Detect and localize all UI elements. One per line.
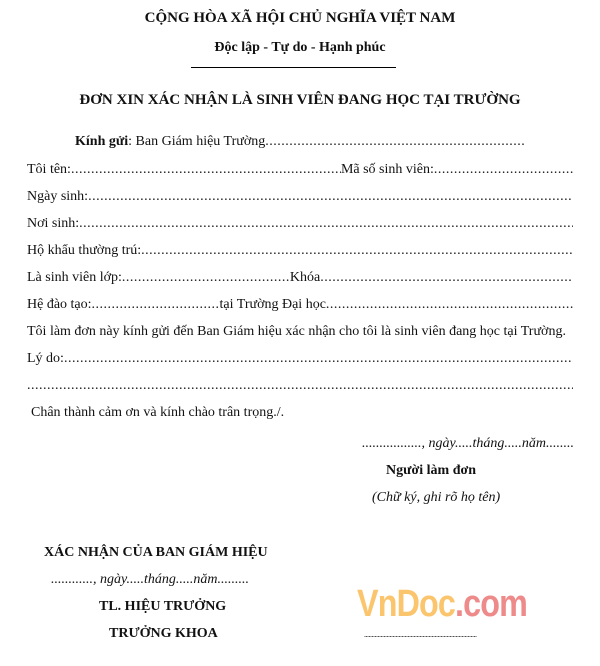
reason-line bbox=[27, 351, 573, 367]
course-field[interactable] bbox=[320, 270, 573, 286]
signature-line: ........................................................................... bbox=[364, 630, 477, 639]
applicant-note: (Chữ ký, ghi rõ họ tên) bbox=[372, 490, 501, 505]
name-field[interactable] bbox=[71, 162, 341, 178]
course-label: Khóa bbox=[289, 270, 321, 285]
reason-field-2[interactable] bbox=[27, 378, 573, 394]
reason-label: Lý do: bbox=[27, 351, 64, 366]
dob-field[interactable] bbox=[88, 189, 573, 205]
nation-header: CỘNG HÒA XÃ HỘI CHỦ NGHĨA VIỆT NAM bbox=[144, 10, 456, 26]
class-line bbox=[27, 270, 573, 286]
watermark-part1: VnDoc bbox=[357, 583, 456, 625]
applicant-date: ................., ngày.....tháng.....năm........ bbox=[362, 436, 574, 451]
statement: Tôi làm đơn này kính gửi đến Ban Giám hiệu xác nhận cho tôi là sinh viên đang học tại Trường. bbox=[27, 324, 566, 339]
closing: Chân thành cảm ơn và kính chào trân trọng./. bbox=[31, 405, 285, 420]
recipient-value: : Ban Giám hiệu Trường bbox=[128, 134, 266, 149]
confirmation-title: XÁC NHẬN CỦA BAN GIÁM HIỆU bbox=[44, 545, 268, 560]
watermark-part2: .com bbox=[455, 583, 528, 625]
university-field[interactable] bbox=[326, 297, 573, 313]
fill-dots[interactable] bbox=[265, 134, 525, 150]
applicant-role: Người làm đơn bbox=[386, 463, 477, 478]
recipient-line bbox=[75, 134, 525, 150]
name-label: Tôi tên: bbox=[27, 162, 71, 177]
class-field[interactable] bbox=[122, 270, 290, 286]
class-label: Là sinh viên lớp: bbox=[27, 270, 122, 285]
form-title: ĐƠN XIN XÁC NHẬN LÀ SINH VIÊN ĐANG HỌC TẠI TRƯỜNG bbox=[79, 92, 521, 108]
dob-label: Ngày sinh: bbox=[27, 189, 89, 204]
pob-line bbox=[27, 216, 573, 232]
principal-role: TL. HIỆU TRƯỞNG bbox=[99, 599, 227, 614]
header-divider bbox=[191, 67, 396, 68]
residence-line bbox=[27, 243, 573, 259]
pob-field[interactable] bbox=[79, 216, 573, 232]
reason-line-2 bbox=[27, 378, 573, 394]
pob-label: Nơi sinh: bbox=[27, 216, 80, 231]
confirmation-date: ............, ngày.....tháng.....năm......... bbox=[51, 572, 249, 587]
name-line bbox=[27, 162, 573, 178]
vndoc-watermark bbox=[357, 583, 527, 626]
dob-line bbox=[27, 189, 573, 205]
university-label: tại Trường Đại học bbox=[219, 297, 326, 312]
residence-field[interactable] bbox=[141, 243, 573, 259]
dean-role: TRƯỞNG KHOA bbox=[109, 626, 218, 641]
program-label: Hệ đào tạo: bbox=[27, 297, 92, 312]
student-id-label: Mã số sinh viên: bbox=[340, 162, 434, 177]
program-field[interactable] bbox=[92, 297, 220, 313]
student-id-field[interactable] bbox=[434, 162, 573, 178]
reason-field[interactable] bbox=[64, 351, 573, 367]
motto: Độc lập - Tự do - Hạnh phúc bbox=[214, 40, 386, 55]
residence-label: Hộ khẩu thường trú: bbox=[27, 243, 142, 258]
program-line bbox=[27, 297, 573, 313]
recipient-label: Kính gửi bbox=[75, 134, 129, 149]
